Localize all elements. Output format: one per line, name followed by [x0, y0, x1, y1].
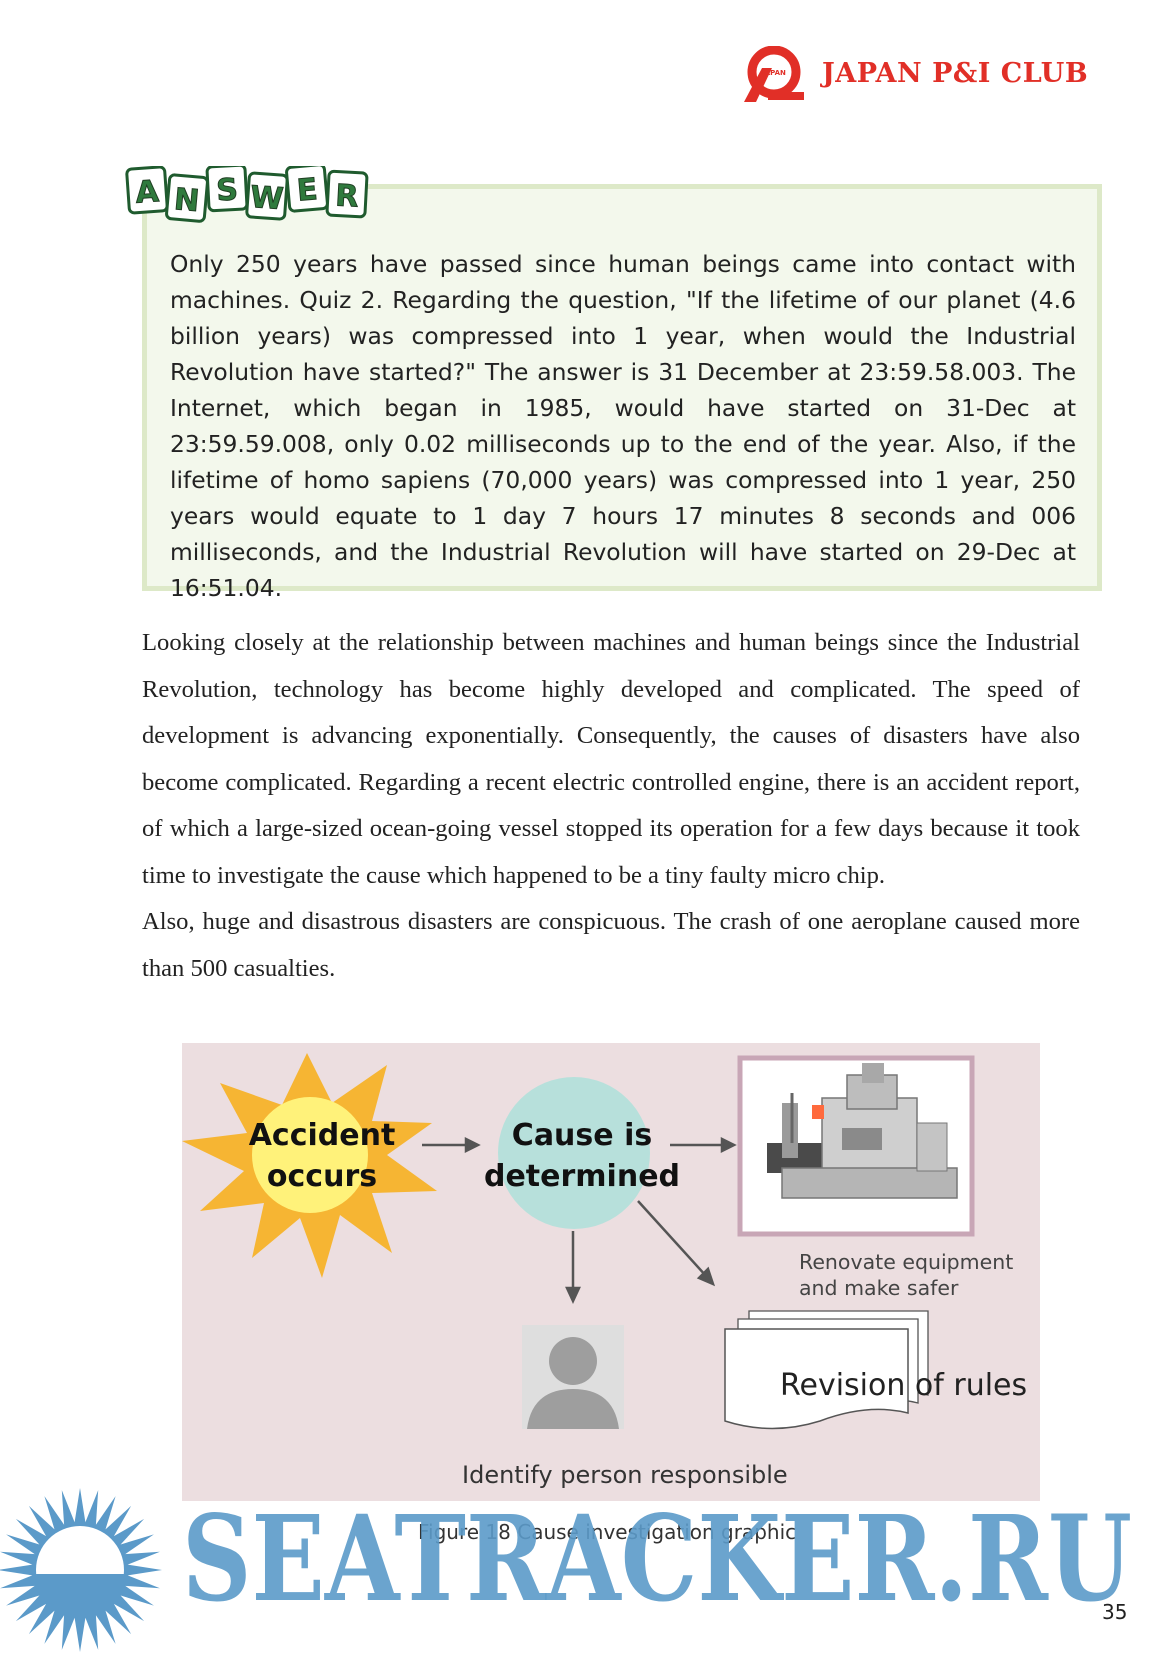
person-silhouette-icon: [522, 1325, 624, 1429]
figure-caption: Figure 18 Cause investigation graphic: [418, 1520, 797, 1544]
sun-icon: [0, 1488, 162, 1652]
svg-text:W: W: [249, 179, 285, 218]
accident-label-line2: occurs: [266, 1159, 378, 1194]
cause-label: [472, 1115, 692, 1197]
cause-label-line2: determined: [483, 1159, 681, 1194]
body-text: [142, 620, 1080, 992]
logo-text: JAPAN P&I CLUB: [822, 58, 1089, 89]
svg-text:R: R: [334, 178, 360, 215]
answer-letter-tile: [127, 167, 168, 214]
svg-text:N: N: [172, 182, 201, 220]
answer-letter-tile: [207, 166, 247, 211]
svg-text:SEATRACKER.RU: SEATRACKER.RU: [182, 1489, 1132, 1628]
answer-letter-tile: [247, 173, 288, 220]
svg-text:JAPAN: JAPAN: [762, 69, 786, 77]
body-paragraph-2: Also, huge and disastrous disasters are conspicuous. The crash of one aeroplane caused more than 500 casualties.: [142, 908, 1080, 982]
body-paragraph-1: Looking closely at the relationship between machines and human beings since the Industrial Revolution, technology has become highly developed and complicated. The speed of development is advancing exponentially. Consequently, the causes of disasters have also become complicated. Regarding a recent electric controlled engine, there is an accident report, of which a large-sized ocean-going vessel stopped its operation for a few days because it took time to investigate the cause which happened to be a tiny faulty micro chip.: [142, 629, 1080, 889]
renovate-label: Renovate equipment and make safer: [799, 1250, 1014, 1300]
accident-label-line1: Accident: [248, 1118, 396, 1153]
arrow-cause-to-rules: [638, 1201, 707, 1277]
answer-title: [124, 166, 374, 228]
accident-label: [222, 1115, 422, 1197]
answer-letter-tile: [286, 166, 328, 211]
japan-pi-club-logo-icon: [738, 46, 808, 104]
person-label: Identify person responsible: [462, 1461, 788, 1489]
answer-text: Only 250 years have passed since human beings came into contact with machines. Quiz 2. Regarding the question, "If the lifetime of our planet (4.6 billion years) was compressed into 1 year, when would the Industrial Revolution have started?" The answer is 31 December at 23:59.58.003. The Internet, which began in 1985, would have started on 31-Dec at 23:59.59.008, only 0.02 milliseconds up to the end of the year. Also, if the lifetime of homo sapiens (70,000 years) was compressed into 1 year, 250 years would equate to 1 day 7 hours 17 minutes 8 seconds and 006 milliseconds, and the Industrial Revolution will have started on 29-Dec at 16:51.04.: [170, 250, 1076, 602]
svg-text:A: A: [134, 174, 160, 211]
page-number: 35: [1102, 1600, 1128, 1624]
rules-label: Revision of rules: [780, 1368, 1028, 1403]
answer-letter-tile: [166, 175, 208, 222]
seatracker-watermark: [0, 1480, 1166, 1654]
svg-text:E: E: [295, 172, 319, 209]
machine-tool-image: [740, 1058, 972, 1234]
header-logo: [738, 46, 1098, 106]
svg-text:S: S: [215, 172, 239, 209]
cause-label-line1: Cause is: [511, 1118, 653, 1153]
answer-letter-tile: [327, 171, 367, 217]
cause-investigation-figure: [182, 1043, 1040, 1501]
